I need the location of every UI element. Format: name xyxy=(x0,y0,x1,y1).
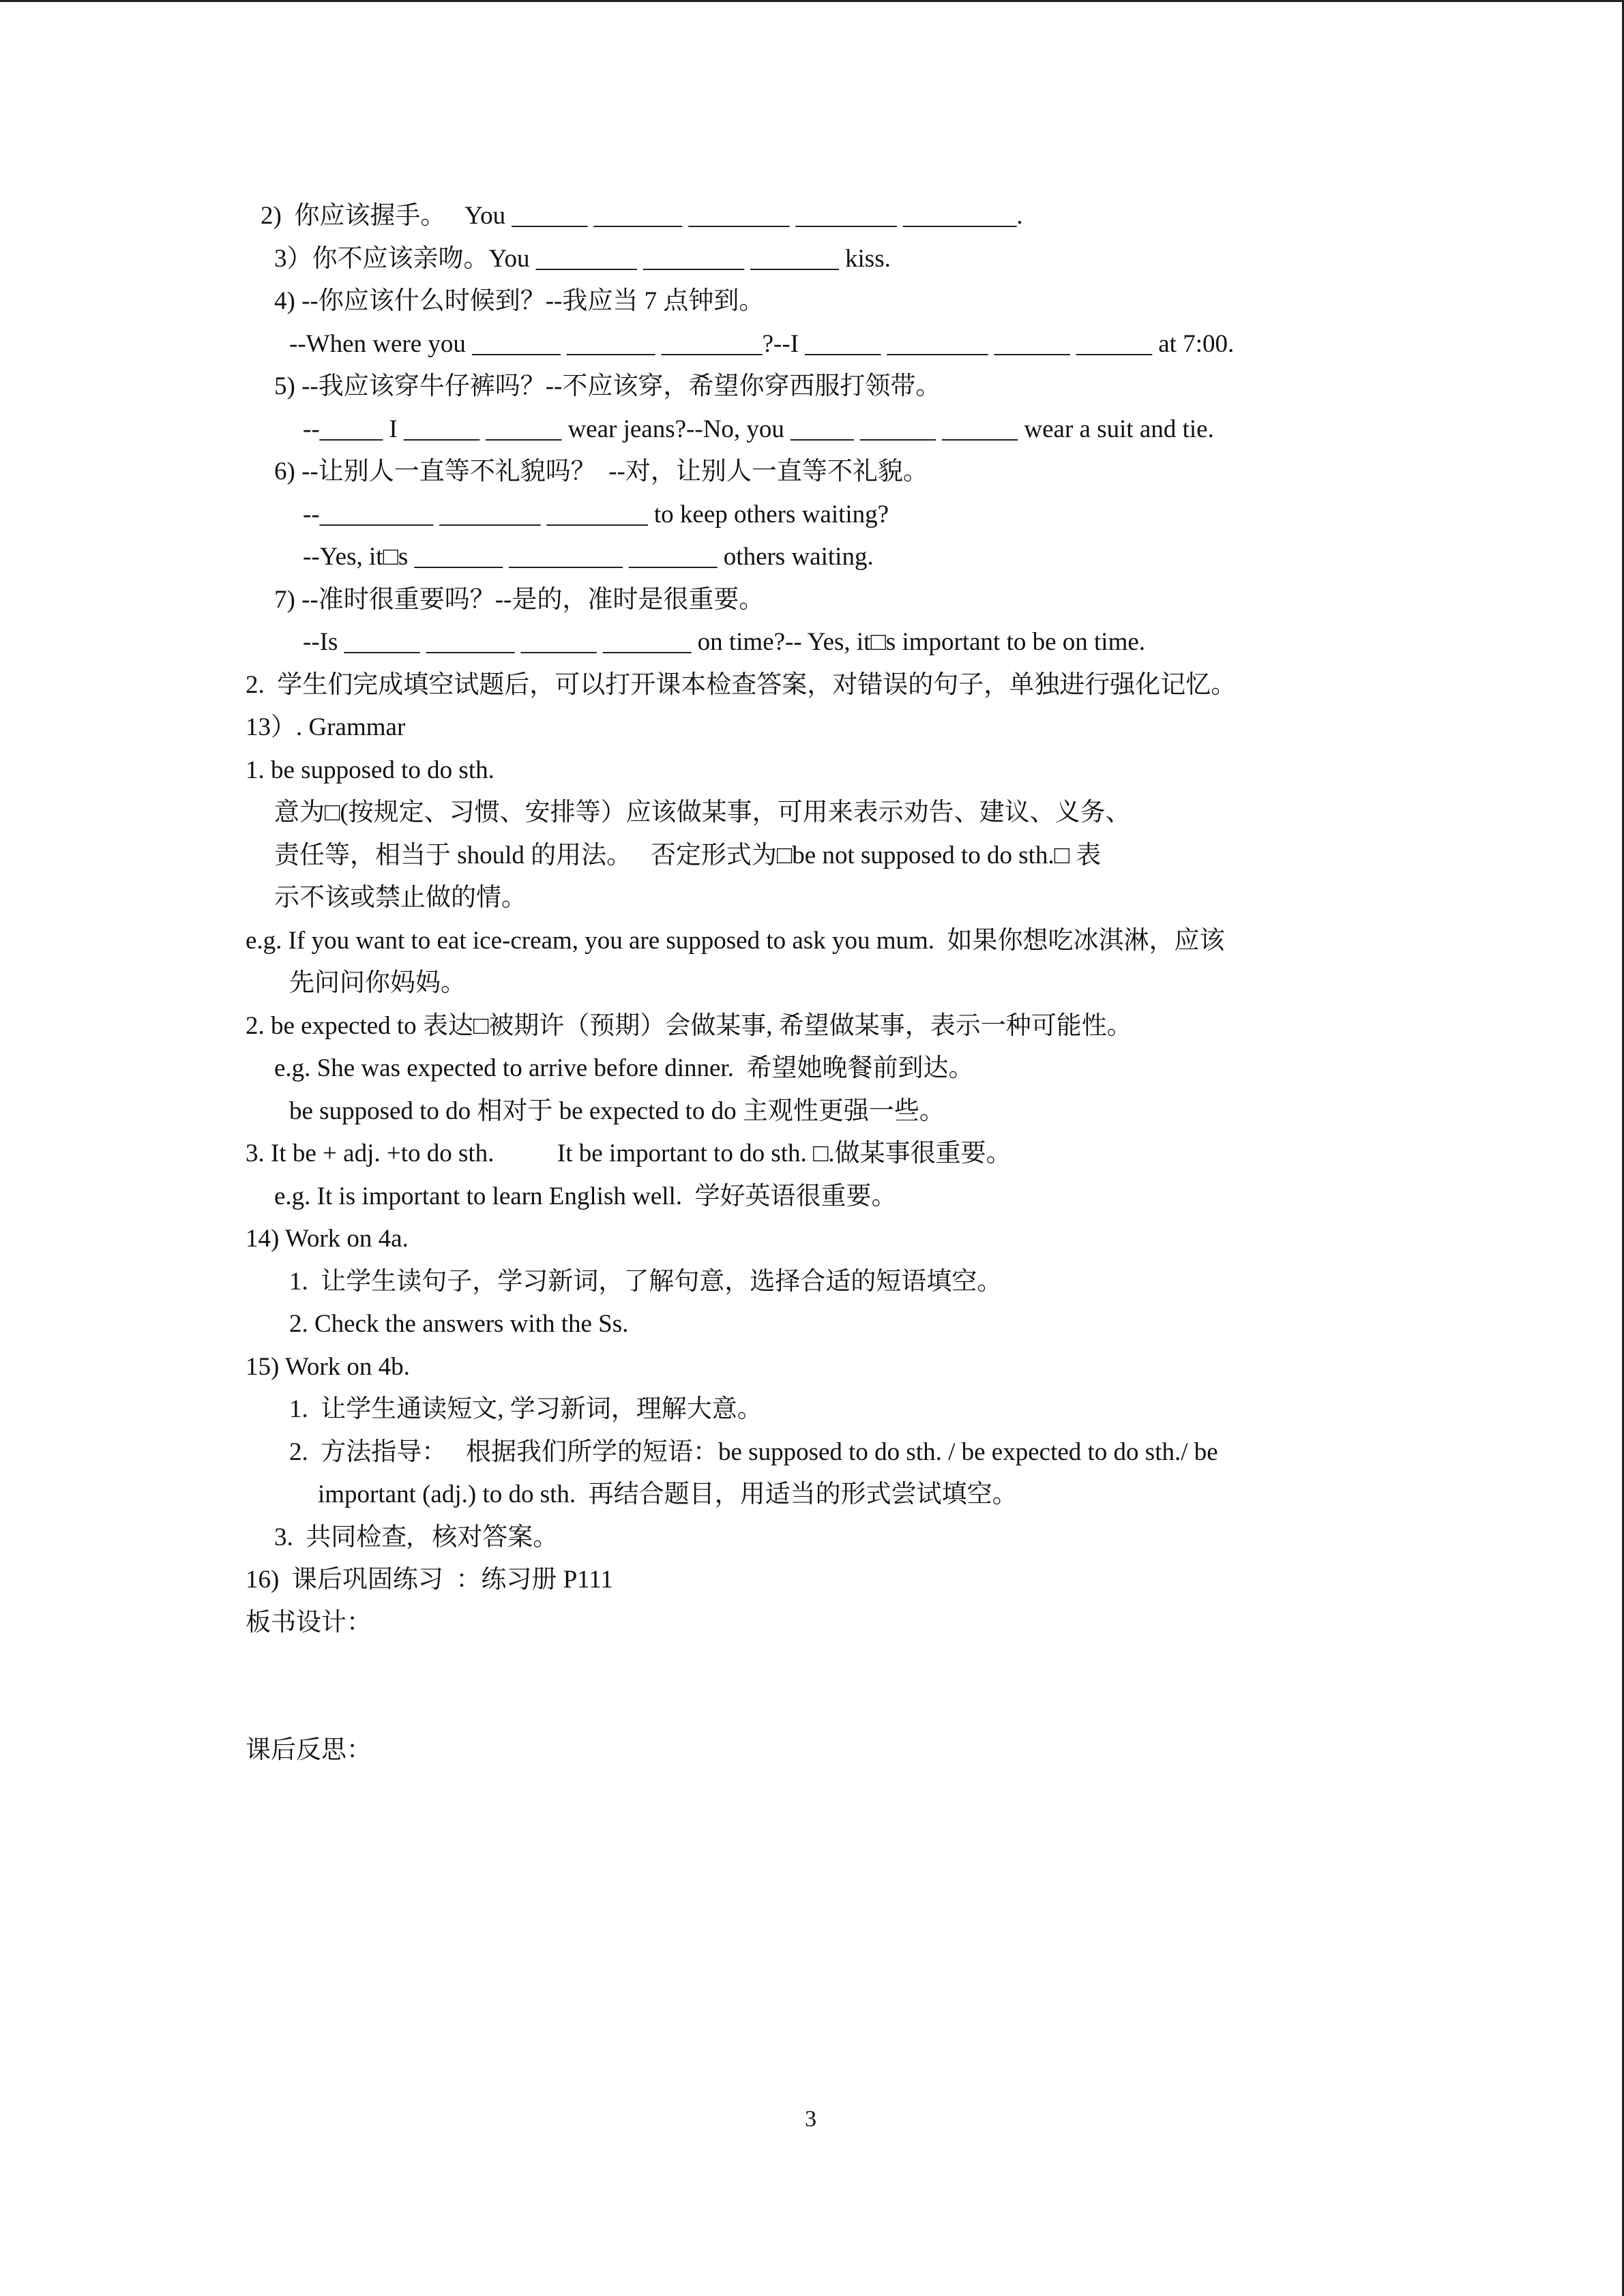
board-design-label: 板书设计： xyxy=(246,1609,372,1637)
section-13-grammar-heading: 13）. Grammar xyxy=(246,713,406,741)
grammar-1-example: e.g. If you want to eat ice-cream, you are supposed to ask you mum. 如果你想吃冰淇淋，应该 xyxy=(246,927,1225,955)
exercise-7-prompt: 7) --准时很重要吗？--是的，准时是很重要。 xyxy=(274,586,765,614)
page-number: 3 xyxy=(805,2106,816,2132)
grammar-2-title: 2. be expected to 表达□被期许（预期）会做某事, 希望做某事，表示一种可能性。 xyxy=(246,1012,1132,1040)
grammar-1-explanation-3: 示不该或禁止做的情。 xyxy=(274,884,527,912)
exercise-2-handshake: 2) 你应该握手。 You ______ _______ ________ ________ _________. xyxy=(261,202,1023,230)
exercise-6-prompt: 6) --让别人一直等不礼貌吗？ --对，让别人一直等不礼貌。 xyxy=(274,458,928,486)
exercise-5-blank: --_____ I ______ ______ wear jeans?--No, you _____ ______ ______ wear a suit and tie. xyxy=(303,415,1214,443)
section-16-homework: 16) 课后巩固练习 ：练习册 P111 xyxy=(246,1566,613,1594)
section-15-heading: 15) Work on 4b. xyxy=(246,1353,410,1381)
instruction-check-answers: 2. 学生们完成填空试题后，可以打开课本检查答案，对错误的句子，单独进行强化记忆。 xyxy=(246,671,1237,699)
exercise-5-prompt: 5) --我应该穿牛仔裤吗？--不应该穿，希望你穿西服打领带。 xyxy=(274,372,941,400)
grammar-1-explanation-2: 责任等，相当于 should 的用法。 否定形式为□be not supposed to do sth.□ 表 xyxy=(274,841,1102,869)
section-14-step-2: 2. Check the answers with the Ss. xyxy=(289,1310,629,1338)
grammar-1-title: 1. be supposed to do sth. xyxy=(246,756,494,784)
section-15-step-3: 3. 共同检查, 核对答案。 xyxy=(274,1523,559,1551)
grammar-1-example-cont: 先问问你妈妈。 xyxy=(289,969,466,997)
section-14-step-1: 1. 让学生读句子，学习新词，了解句意，选择合适的短语填空。 xyxy=(289,1268,1003,1296)
exercise-6-blank-answer: --Yes, it□s _______ _________ _______ others waiting. xyxy=(303,543,874,571)
section-15-step-2: 2. 方法指导： 根据我们所学的短语：be supposed to do sth. / be expected to do sth./ be xyxy=(289,1438,1218,1466)
exercise-4-prompt: 4) --你应该什么时候到？--我应当 7 点钟到。 xyxy=(274,287,765,315)
grammar-2-example: e.g. She was expected to arrive before dinner. 希望她晚餐前到达。 xyxy=(274,1054,974,1082)
section-14-heading: 14) Work on 4a. xyxy=(246,1225,409,1253)
reflection-label: 课后反思： xyxy=(246,1736,372,1764)
exercise-7-blank: --Is ______ _______ ______ _______ on time?-- Yes, it□s important to be on time. xyxy=(303,628,1146,656)
exercise-6-blank-question: --_________ ________ ________ to keep others waiting? xyxy=(303,501,889,528)
grammar-2-note: be supposed to do 相对于 be expected to do 主观性更强一些。 xyxy=(289,1097,945,1125)
section-15-step-1: 1. 让学生通读短文, 学习新词，理解大意。 xyxy=(289,1395,763,1423)
grammar-3-title: 3. It be + adj. +to do sth. It be important to do sth. □.做某事很重要。 xyxy=(246,1139,1012,1167)
grammar-1-explanation-1: 意为□(按规定、习惯、安排等）应该做某事，可用来表示劝告、建议、义务、 xyxy=(274,799,1131,826)
section-15-step-2-cont: important (adj.) to do sth. 再结合题目，用适当的形式尝试填空。 xyxy=(318,1480,1018,1508)
exercise-3-kiss: 3）你不应该亲吻。You ________ ________ _______ kiss. xyxy=(274,245,891,273)
exercise-4-blank: --When were you _______ _______ ________?--I ______ ________ ______ ______ at 7:00. xyxy=(289,330,1235,358)
grammar-3-example: e.g. It is important to learn English well. 学好英语很重要。 xyxy=(274,1182,897,1210)
